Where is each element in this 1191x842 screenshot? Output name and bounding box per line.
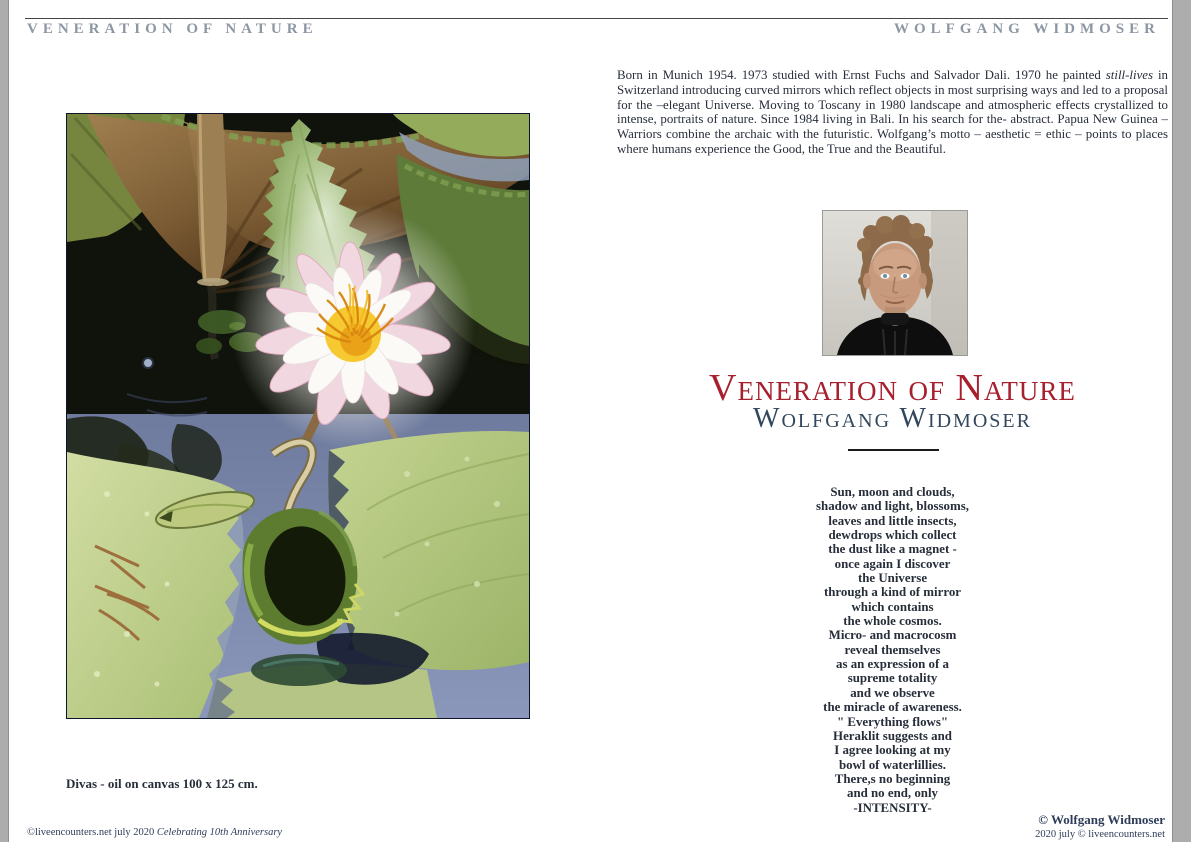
feature-artist-name: Wolfgang Widmoser: [753, 403, 1032, 434]
poem-line: and we observe: [850, 685, 935, 700]
header-rule: [25, 18, 1168, 19]
poem-line: bowl of waterlillies.: [838, 757, 947, 772]
running-header-artist: WOLFGANG WIDMOSER: [894, 21, 1160, 37]
poem-line: once again I discover: [834, 556, 951, 571]
poem-line: the whole cosmos.: [843, 614, 942, 629]
poem-line: -INTENSITY-: [853, 800, 932, 815]
artist-bio: [617, 68, 1168, 157]
poem: [617, 485, 1168, 815]
poem-line: I agree looking at my: [834, 743, 951, 758]
footer-imprint-left: [27, 827, 282, 838]
running-header-title: VENERATION OF NATURE: [27, 21, 318, 37]
poem-line: Sun, moon and clouds,: [830, 485, 955, 499]
poem-line: and no end, only: [847, 786, 938, 801]
poem-line: dewdrops which collect: [828, 528, 957, 543]
poem-line: through a kind of mirror: [823, 585, 962, 600]
portrait-image: [823, 211, 967, 355]
poem-line: which contains: [851, 599, 934, 614]
bio-text-end: in Switzerland introducing curved mirrors which reflect objects in most surprising ways and led to a proposal for the –elegant Universe. Moving to Toscany in 1980 landscape and atmospheric effects crystallized to intense, portraits of nature. Since 1984 living in Bali. In his search for the- abstract. Papua New Guinea – Warriors combine the archaic with the futuristic. Wolfgang’s motto – aesthetic = ethic – points to places where humans experience the Good, the True and the Beautiful.: [617, 68, 1169, 156]
title-divider: [848, 449, 939, 451]
footer-left-italic: Celebrating 10th Anniversary: [156, 827, 283, 838]
painting-divas: [66, 113, 530, 719]
poem-line: reveal themselves: [844, 642, 941, 657]
poem-line: Heraklit suggests and: [833, 728, 952, 743]
poem-line: the dust like a magnet -: [828, 542, 957, 557]
footer-imprint-right: [1035, 812, 1165, 840]
poem-line: shadow and light, blossoms,: [816, 499, 969, 514]
poem-line: Micro- and macrocosm: [828, 628, 957, 643]
bio-text-start: Born in Munich 1954. 1973 studied with Ernst Fuchs and Salvador Dali. 1970 he painted: [617, 68, 1106, 82]
page-edge-left: [0, 0, 9, 842]
poem-line: the Universe: [857, 571, 928, 586]
page-edge-right: [1172, 0, 1191, 842]
artwork-caption: Divas - oil on canvas 100 x 125 cm.: [66, 776, 258, 791]
footer-copyright-artist: © Wolfgang Widmoser: [1038, 812, 1165, 827]
feature-title: Veneration of Nature: [709, 367, 1076, 409]
bio-text-italic: still-lives: [1105, 68, 1154, 82]
portrait-photo-wolfgang-widmoser: [822, 210, 968, 356]
poem-line: the miracle of awareness.: [823, 700, 962, 715]
footer-left-plain: ©liveencounters.net july 2020: [27, 827, 157, 838]
poem-line: as an expression of a: [836, 657, 949, 672]
poem-line: " Everything flows": [837, 714, 948, 729]
poem-line: There,s no beginning: [834, 771, 951, 786]
footer-copyright-site: 2020 july © liveencounters.net: [1035, 829, 1165, 840]
poem-line: leaves and little insects,: [828, 513, 957, 528]
poem-line: supreme totality: [847, 671, 938, 686]
water-lily-painting-image: [67, 114, 529, 718]
